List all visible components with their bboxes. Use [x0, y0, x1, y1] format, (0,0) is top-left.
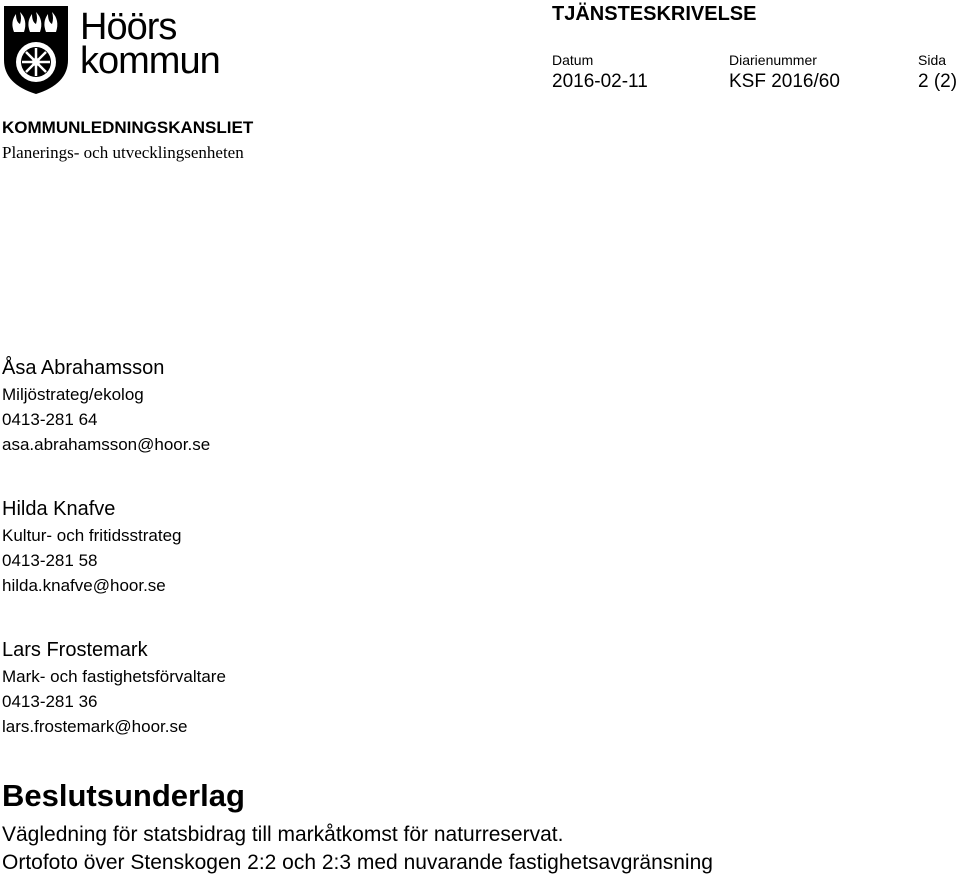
page-value: 2 (2): [918, 71, 958, 92]
logo-line-2: kommun: [80, 40, 220, 82]
date-label: Datum: [552, 52, 594, 68]
contact-email: lars.frostemark@hoor.se: [2, 717, 188, 736]
contact-phone: 0413-281 64: [2, 410, 98, 429]
contact-email: hilda.knafve@hoor.se: [2, 576, 166, 595]
section-heading: Beslutsunderlag: [2, 778, 245, 813]
municipal-crest-icon: [2, 4, 72, 96]
contact-name: Hilda Knafve: [2, 498, 116, 520]
contact-phone: 0413-281 58: [2, 551, 98, 570]
contact-title: Mark- och fastighetsförvaltare: [2, 667, 226, 686]
contact-title: Kultur- och fritidsstrateg: [2, 526, 182, 545]
contact-phone: 0413-281 36: [2, 692, 98, 711]
contact-title: Miljöstrateg/ekolog: [2, 385, 144, 404]
logo-line-1: Höörs: [80, 6, 177, 48]
logo-wordmark: [80, 6, 220, 82]
document-type: TJÄNSTESKRIVELSE: [552, 3, 757, 25]
decision-basis-item: Vägledning för statsbidrag till markåtkomst för naturreservat.: [2, 823, 564, 846]
contact-card: [2, 358, 210, 453]
date-value: 2016-02-11: [552, 71, 648, 92]
diary-number-label: Diarienummer: [729, 52, 817, 68]
contact-name: Åsa Abrahamsson: [2, 357, 165, 379]
contact-card: [2, 640, 226, 735]
department-name: KOMMUNLEDNINGSKANSLIET: [2, 118, 254, 137]
contact-card: [2, 499, 182, 594]
hoor-kommun-logo: [2, 4, 232, 100]
department-unit: Planerings- och utvecklingsenheten: [2, 143, 244, 162]
contact-name: Lars Frostemark: [2, 639, 148, 661]
page-label: Sida: [918, 52, 947, 68]
diary-number-value: KSF 2016/60: [729, 71, 840, 92]
contact-email: asa.abrahamsson@hoor.se: [2, 435, 211, 454]
decision-basis-item: Ortofoto över Stenskogen 2:2 och 2:3 med nuvarande fastighetsavgränsning: [2, 851, 713, 874]
